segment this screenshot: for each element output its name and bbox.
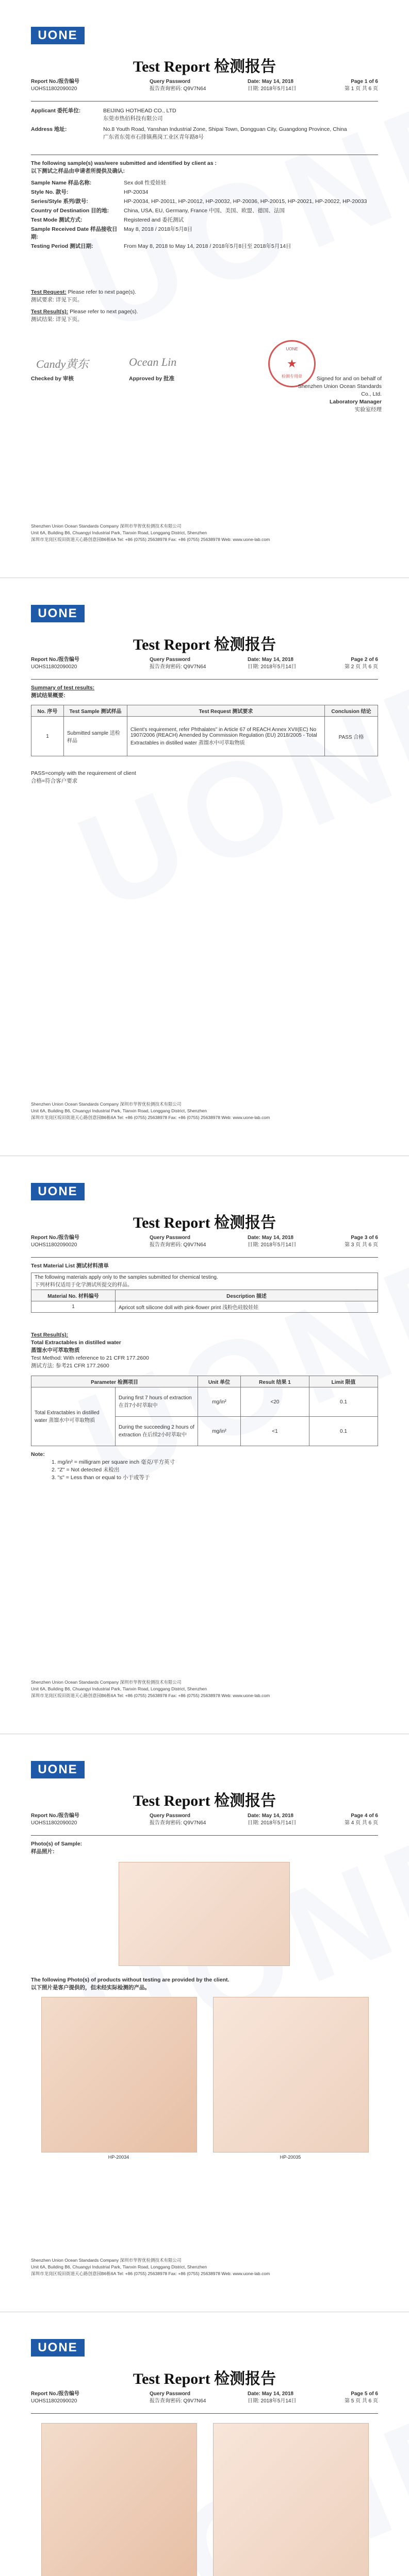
sample-info-row: [31, 207, 377, 215]
test-method: Test Method: With reference to 21 CFR 177.2600: [31, 1355, 149, 1361]
sample-info-label: Style No. 款号:: [31, 189, 69, 195]
test-method-cn: 测试方法: 参考21 CFR 177.2600: [31, 1363, 109, 1369]
report-title: Test Report 检测报告: [133, 1792, 276, 1809]
sample-info-label: Country of Destination 目的地:: [31, 208, 109, 214]
footer-address: Unit 6A, Building B6, Chuangyi Industrial Park, Tianxin Road, Longgang District, Shenzhen: [31, 1686, 207, 1691]
col-description: Description 描述: [116, 1290, 378, 1301]
query-password: 报告查询密码: Q9V7N64: [150, 664, 206, 670]
cell-result: <1: [241, 1417, 309, 1446]
report-page-3: [0, 1156, 409, 1734]
page-number-cn: 第 3 页 共 6 页: [344, 1242, 378, 1248]
cell-subparameter: During the succeeding 2 hours of extraction 在后续2小时萃取中: [116, 1417, 198, 1446]
applicant-block: [31, 107, 377, 141]
product-photo: [213, 1997, 369, 2153]
query-password: 报告查询密码: Q9V7N64: [150, 2398, 206, 2404]
query-password: 报告查询密码: Q9V7N64: [150, 86, 206, 92]
sample-info-row: [31, 216, 377, 224]
uone-logo: UONE: [31, 605, 85, 622]
footer-company: Shenzhen Union Ocean Standards Company 深圳市华智优检测技术有限公司: [31, 523, 182, 529]
footer-contact: 深圳市龙岗区坂田街道天心路创意园B6栋6A Tel: +86 (0755) 25638978 Fax: +86 (0755) 25638978 Web: www.uone-lab.com: [31, 1115, 270, 1120]
sample-info-row: [31, 179, 377, 187]
date-cn: 日期: 2018年5月14日: [248, 664, 297, 670]
uone-logo: UONE: [31, 1761, 85, 1778]
query-password-label: Query Password: [150, 657, 190, 663]
approved-by-label: Approved by 批准: [129, 376, 175, 382]
date-cn: 日期: 2018年5月14日: [248, 86, 297, 92]
photo-heading: [31, 1840, 82, 1856]
footer-address: Unit 6A, Building B6, Chuangyi Industrial Park, Tianxin Road, Longgang District, Shenzhen: [31, 1108, 207, 1113]
client-photos-heading: [31, 1976, 378, 1992]
material-intro: The following materials apply only to the samples submitted for chemical testing.: [35, 1275, 218, 1280]
header-divider: [31, 679, 378, 680]
material-table: [31, 1273, 378, 1313]
photo-label-cn: 样品照片:: [31, 1849, 55, 1855]
applicant-label: Applicant 委托单位:: [31, 108, 81, 114]
note-text-cn: 合格=符合客户要求: [31, 778, 78, 784]
report-page-5: [0, 2312, 409, 2576]
page-footer: [31, 523, 378, 543]
table-row: [31, 1301, 378, 1313]
col-parameter: Parameter 检测项目: [31, 1376, 198, 1387]
applicant-value: BEIJING HOTHEAD CO., LTD: [103, 108, 176, 114]
report-no-label: Report No./报告编号: [31, 1813, 79, 1819]
photo-caption: HP-20034: [108, 2155, 129, 2160]
results-table-header: [31, 1376, 378, 1387]
lab-manager: [289, 375, 382, 414]
col-request: Test Request 测试要求: [127, 705, 325, 717]
sample-info-value: China, USA, EU, Germany, France 中国、美国、欧盟、德国、法国: [124, 208, 285, 214]
report-title: Test Report 检测报告: [133, 2370, 276, 2387]
cell-sample: Submitted sample 送检样品: [64, 717, 127, 756]
page-number-cn: 第 4 页 共 6 页: [344, 1820, 378, 1826]
client-photos-label-cn: 以下照片是客户提供的，但未经实际检测的产品。: [31, 1985, 150, 1991]
page-number: Page 3 of 6: [351, 1235, 378, 1241]
approved-by: [129, 375, 232, 383]
star-icon: ★: [287, 357, 297, 370]
report-no: UOHS11802090020: [31, 86, 77, 92]
report-page-4: [0, 1734, 409, 2312]
sample-info-value: From May 8, 2018 to May 14, 2018 / 2018年5月8日至 2018年5月14日: [124, 243, 291, 249]
cell-request: Client's requirement, refer Phthalates" in Article 67 of REACH Annex XVII(EC) No 1907/2006 (REACH) Amended by Commission Regulation (EU) 2018/2005 - Total Extractables in distilled water 蒸馏水中可萃取物质: [127, 717, 325, 756]
sample-info-label: Testing Period 测试日期:: [31, 243, 93, 249]
page-number: Page 4 of 6: [351, 1813, 378, 1819]
sample-info-value: Sex doll 性爱娃娃: [124, 180, 167, 186]
footer-company: Shenzhen Union Ocean Standards Company 深圳市华智优检测技术有限公司: [31, 1101, 182, 1107]
uone-logo: UONE: [31, 2339, 85, 2357]
uone-logo: UONE: [31, 1183, 85, 1200]
test-results-cn: 测试结果: 详见下页。: [31, 316, 83, 323]
cell-unit: mg/in²: [198, 1387, 241, 1417]
sample-info-label: Series/Style 系列/款号:: [31, 198, 88, 205]
checker-signature: Candy黄东: [36, 358, 89, 370]
sample-info-value: Registered and 委托测试: [124, 217, 184, 223]
uone-logo: UONE: [31, 27, 85, 44]
query-password-label: Query Password: [150, 1235, 190, 1241]
sample-info-value: May 8, 2018 / 2018年5月8日: [124, 226, 193, 232]
report-no-label: Report No./报告编号: [31, 2391, 79, 2397]
col-material-no: Material No. 材料编号: [31, 1290, 116, 1301]
page-footer: [31, 2257, 378, 2277]
page-number-cn: 第 1 页 共 6 页: [344, 86, 378, 92]
date-cn: 日期: 2018年5月14日: [248, 1820, 297, 1826]
footer-address: Unit 6A, Building B6, Chuangyi Industrial Park, Tianxin Road, Longgang District, Shenzhen: [31, 530, 207, 535]
date-label: Date: May 14, 2018: [248, 657, 293, 663]
report-no: UOHS11802090020: [31, 664, 77, 670]
client-photos-label: The following Photo(s) of products without testing are provided by the client.: [31, 1977, 230, 1983]
cell-conclusion: PASS 合格: [325, 717, 378, 756]
query-password: 报告查询密码: Q9V7N64: [150, 1820, 206, 1826]
header-divider: [31, 2413, 378, 2414]
footer-company: Shenzhen Union Ocean Standards Company 深圳市华智优检测技术有限公司: [31, 1680, 182, 1685]
lab-manager-title-cn: 实验室经理: [354, 406, 382, 413]
note-item: 3. "≤" = Less than or equal to 小于或等于: [52, 1475, 150, 1481]
footer-contact: 深圳市龙岗区坂田街道天心路创意园B6栋6A Tel: +86 (0755) 25638978 Fax: +86 (0755) 25638978 Web: www.uone-lab.com: [31, 1693, 270, 1698]
date-cn: 日期: 2018年5月14日: [248, 2398, 297, 2404]
report-no-label: Report No./报告编号: [31, 79, 79, 84]
query-password: 报告查询密码: Q9V7N64: [150, 1242, 206, 1248]
report-no: UOHS11802090020: [31, 1242, 77, 1248]
note-text: PASS=comply with the requirement of client: [31, 770, 136, 776]
col-no: No. 序号: [31, 705, 64, 717]
report-no: UOHS11802090020: [31, 1820, 77, 1826]
cell-unit: mg/in²: [198, 1417, 241, 1446]
date-label: Date: May 14, 2018: [248, 79, 293, 84]
report-title: Test Report 检测报告: [133, 636, 276, 653]
report-no-label: Report No./报告编号: [31, 657, 79, 663]
test-request-cn: 测试要求: 详见下页。: [31, 297, 83, 303]
footer-address: Unit 6A, Building B6, Chuangyi Industrial Park, Tianxin Road, Longgang District, Shenzhen: [31, 2264, 207, 2269]
header-divider: [31, 1835, 378, 1836]
photo-caption: HP-20035: [280, 2155, 301, 2160]
date-label: Date: May 14, 2018: [248, 1813, 293, 1819]
table-row: [31, 717, 378, 756]
results-heading: [31, 1331, 378, 1370]
test-request-value: Please refer to next page(s).: [68, 289, 137, 295]
approver-signature: Ocean Lin: [129, 355, 177, 368]
results-notes: [31, 1451, 378, 1482]
report-page-2: [0, 578, 409, 1156]
company-name: Shenzhen Union Ocean Standards Co., Ltd.: [298, 383, 382, 397]
date-label: Date: May 14, 2018: [248, 2391, 293, 2397]
applicant-value-cn: 东莞市热佰科技有限公司: [103, 115, 163, 122]
query-password-label: Query Password: [150, 79, 190, 84]
material-intro-cell: [31, 1273, 378, 1290]
summary-table: [31, 705, 378, 756]
report-page-1: [0, 0, 409, 578]
page-number: Page 1 of 6: [351, 79, 378, 84]
sample-info-row: [31, 243, 377, 250]
report-header: [31, 77, 378, 100]
footer-contact: 深圳市龙岗区坂田街道天心路创意园B6栋6A Tel: +86 (0755) 25638978 Fax: +86 (0755) 25638978 Web: www.uone-lab.com: [31, 2271, 270, 2276]
sample-info-row: [31, 189, 377, 196]
date-label: Date: May 14, 2018: [248, 1235, 293, 1241]
sample-info-row: [31, 198, 377, 206]
cell-limit: 0.1: [309, 1417, 378, 1446]
report-title: Test Report 检测报告: [133, 1214, 276, 1231]
checked-by-label: Checked by 审核: [31, 376, 74, 382]
material-intro-cn: 下列材料仅适用于化学测试所提交的样品。: [35, 1282, 133, 1288]
summary-note: [31, 770, 136, 785]
material-table-intro: [31, 1273, 378, 1290]
sample-info-label: Test Mode 测试方式:: [31, 217, 83, 223]
intro-text-cn: 以下测试之样品由申请者所提供及确认:: [31, 168, 125, 174]
col-limit: Limit 限值: [309, 1376, 378, 1387]
footer-contact: 深圳市龙岗区坂田街道天心路创意园B6栋6A Tel: +86 (0755) 25638978 Fax: +86 (0755) 25638978 Web: www.uone-lab.com: [31, 537, 270, 542]
sample-photo: [119, 1862, 290, 1966]
sample-info-label: Sample Name 样品名称:: [31, 180, 92, 186]
page-number-cn: 第 5 页 共 6 页: [344, 2398, 378, 2404]
cell-no: 1: [31, 717, 64, 756]
cell-material-no: 1: [31, 1301, 116, 1313]
summary-table-header: [31, 705, 378, 717]
report-no: UOHS11802090020: [31, 2398, 77, 2404]
query-password-label: Query Password: [150, 2391, 190, 2397]
page-footer: [31, 1101, 378, 1121]
results-table: [31, 1376, 378, 1446]
report-header: [31, 1811, 378, 1834]
summary-label-cn: 测试结果概要:: [31, 692, 66, 699]
material-list-label: Test Material List 测试材料清单: [31, 1263, 109, 1269]
summary-label: Summary of test results:: [31, 685, 95, 691]
cell-limit: 0.1: [309, 1387, 378, 1417]
table-row: [31, 1387, 378, 1417]
sample-info-row: [31, 226, 377, 241]
summary-heading: [31, 684, 94, 700]
product-photo: [41, 1997, 197, 2153]
test-request-label: Test Request:: [31, 289, 67, 295]
watermark: [59, 637, 409, 941]
footer-company: Shenzhen Union Ocean Standards Company 深圳市华智优检测技术有限公司: [31, 2258, 182, 2263]
note-item: 2. "Z" = Not detected 未检出: [52, 1467, 120, 1473]
results-title-cn: 蒸馏水中可萃取物质: [31, 1347, 80, 1353]
page-number: Page 5 of 6: [351, 2391, 378, 2397]
results-title: Total Extractables in distilled water: [31, 1340, 121, 1346]
sample-info-rows: [31, 179, 377, 250]
intro-text: The following sample(s) was/were submitted and identified by client as :: [31, 160, 217, 166]
product-photo: [213, 2423, 369, 2576]
address-value-cn: 广东省东莞市石排镇燕岗工业区青年路8号: [103, 134, 204, 140]
sample-info: [31, 160, 377, 252]
address-value: No.8 Youth Road, Yanshan Industrial Zone, Shipai Town, Dongguan City, Guangdong Province, China: [103, 126, 347, 132]
report-header: [31, 1233, 378, 1256]
col-conclusion: Conclusion 结论: [325, 705, 378, 717]
query-password-label: Query Password: [150, 1813, 190, 1819]
col-sample: Test Sample 测试样品: [64, 705, 127, 717]
col-result: Result 结果 1: [241, 1376, 309, 1387]
cell-result: <20: [241, 1387, 309, 1417]
sample-info-label: Sample Received Date 样品接收日期:: [31, 226, 118, 240]
report-header: [31, 655, 378, 678]
page-number-cn: 第 2 页 共 6 页: [344, 664, 378, 670]
photo-label: Photo(s) of Sample:: [31, 1841, 83, 1847]
signed-for-label: Signed for and on behalf of: [316, 376, 382, 382]
sample-info-value: HP-20034: [124, 189, 149, 195]
report-no-label: Report No./报告编号: [31, 1235, 79, 1241]
cell-parameter: Total Extractables in distilled water 蒸馏水中可萃取物质: [31, 1387, 116, 1446]
cell-subparameter: During first 7 hours of extraction 在首7小时萃取中: [116, 1387, 198, 1417]
test-results-value: Please refer to next page(s).: [70, 309, 138, 315]
address-label: Address 地址:: [31, 126, 67, 132]
results-label: Test Result(s):: [31, 1332, 69, 1338]
sample-info-value: HP-20034, HP-20011, HP-20012, HP-20032, HP-20036, HP-20015, HP-20021, HP-20022, HP-20033: [124, 198, 367, 205]
test-results-label: Test Result(s):: [31, 309, 69, 315]
seal-bottom-text: 检测专用章: [282, 374, 302, 379]
seal-top-text: UONE: [286, 347, 298, 351]
lab-manager-title: Laboratory Manager: [330, 399, 382, 405]
col-unit: Unit 单位: [198, 1376, 241, 1387]
header-divider: [31, 1257, 378, 1258]
cell-description: Apricot soft silicone doll with pink-flower print 浅粉色硅胶娃娃: [116, 1301, 378, 1313]
report-title: Test Report 检测报告: [133, 58, 276, 75]
report-header: [31, 2389, 378, 2412]
page-footer: [31, 1679, 378, 1699]
note-item: 1. mg/in² = milligram per square inch 毫克/平方英寸: [52, 1459, 175, 1465]
product-photo: [41, 2423, 197, 2576]
material-table-header: [31, 1290, 378, 1301]
test-request-block: [31, 289, 377, 324]
page-number: Page 2 of 6: [351, 657, 378, 663]
notes-label: Note:: [31, 1451, 45, 1458]
date-cn: 日期: 2018年5月14日: [248, 1242, 297, 1248]
